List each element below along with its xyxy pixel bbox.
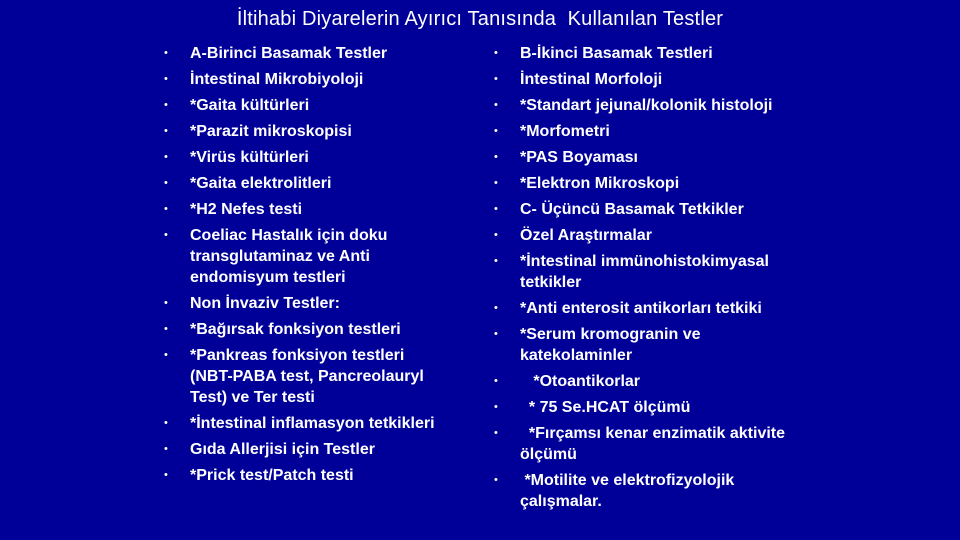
list-item-text: *Pankreas fonksiyon testleri (NBT-PABA test, Pancreolauryl Test) ve Ter testi (190, 347, 429, 406)
list-item (488, 147, 828, 168)
list-item (158, 413, 473, 434)
bullet-icon: • (494, 125, 498, 137)
list-item-text: *Anti enterosit antikorları tetkiki (520, 300, 762, 317)
list-item (158, 439, 473, 460)
slide-title: İltihabi Diyarelerin Ayırıcı Tanısında Kullanılan Testler (236, 8, 724, 30)
bullet-icon: • (494, 474, 498, 486)
bullet-icon: • (494, 401, 498, 413)
bullet-icon: • (164, 47, 168, 59)
list-item (158, 147, 473, 168)
list-item (158, 95, 473, 116)
list-item (158, 43, 473, 64)
bullet-icon: • (164, 73, 168, 85)
list-item-text: Coeliac Hastalık için doku transglutaminaz ve Anti endomisyum testleri (190, 227, 392, 286)
list-item-text: *Elektron Mikroskopi (520, 175, 680, 192)
bullet-icon: • (494, 302, 498, 314)
bullet-icon: • (494, 255, 498, 267)
list-item (488, 199, 828, 220)
list-item (488, 423, 828, 465)
list-item-text: İntestinal Mikrobiyoloji (190, 71, 364, 88)
list-item (158, 199, 473, 220)
bullet-icon: • (494, 328, 498, 340)
list-item (488, 251, 828, 293)
list-item (488, 121, 828, 142)
bullet-icon: • (164, 203, 168, 215)
list-item-text: A-Birinci Basamak Testler (190, 45, 388, 62)
list-item-text: *İntestinal inflamasyon tetkikleri (190, 415, 435, 432)
list-item (488, 225, 828, 246)
list-item (488, 470, 828, 512)
list-item (158, 345, 473, 408)
list-item-text: *İntestinal immünohistokimyasal tetkikler (520, 253, 774, 291)
list-item-text: *Otoantikorlar (520, 373, 641, 390)
list-item-text: İntestinal Morfoloji (520, 71, 663, 88)
bullet-icon: • (164, 297, 168, 309)
list-item (488, 95, 828, 116)
bullet-icon: • (164, 125, 168, 137)
list-item-text: B-İkinci Basamak Testleri (520, 45, 713, 62)
bullet-icon: • (164, 151, 168, 163)
bullet-icon: • (164, 99, 168, 111)
list-item (488, 43, 828, 64)
list-item (488, 371, 828, 392)
list-item (158, 465, 473, 486)
list-item-text: * 75 Se.HCAT ölçümü (520, 399, 691, 416)
list-item (158, 173, 473, 194)
list-item-text: *Gaita kültürleri (190, 97, 310, 114)
left-bullet-list (158, 43, 473, 491)
bullet-icon: • (494, 427, 498, 439)
bullet-icon: • (164, 469, 168, 481)
list-item (158, 69, 473, 90)
list-item-text: *Morfometri (520, 123, 610, 140)
bullet-icon: • (164, 349, 168, 361)
list-item-text: Özel Araştırmalar (520, 227, 652, 244)
list-item (158, 121, 473, 142)
right-bullet-list (488, 43, 828, 517)
bullet-icon: • (494, 203, 498, 215)
bullet-icon: • (494, 375, 498, 387)
list-item (488, 173, 828, 194)
bullet-icon: • (164, 177, 168, 189)
list-item (158, 293, 473, 314)
list-item-text: C- Üçüncü Basamak Tetkikler (520, 201, 744, 218)
list-item (158, 319, 473, 340)
bullet-icon: • (164, 443, 168, 455)
list-item (488, 298, 828, 319)
bullet-icon: • (164, 229, 168, 241)
bullet-icon: • (164, 323, 168, 335)
list-item-text: Gıda Allerjisi için Testler (190, 441, 375, 458)
list-item-text: *Virüs kültürleri (190, 149, 309, 166)
list-item (488, 324, 828, 366)
list-item-text: *Gaita elektrolitleri (190, 175, 332, 192)
bullet-icon: • (494, 73, 498, 85)
list-item-text: Non İnvaziv Testler: (190, 295, 340, 312)
list-item-text: *Parazit mikroskopisi (190, 123, 352, 140)
list-item-text: *Prick test/Patch testi (190, 467, 354, 484)
list-item-text: *Standart jejunal/kolonik histoloji (520, 97, 773, 114)
list-item-text: *Bağırsak fonksiyon testleri (190, 321, 401, 338)
list-item (488, 69, 828, 90)
bullet-icon: • (164, 417, 168, 429)
list-item (488, 397, 828, 418)
bullet-icon: • (494, 151, 498, 163)
list-item-text: *Serum kromogranin ve katekolaminler (520, 326, 705, 364)
bullet-icon: • (494, 47, 498, 59)
list-item-text: *Fırçamsı kenar enzimatik aktivite ölçümü (520, 425, 790, 463)
list-item-text: *PAS Boyaması (520, 149, 638, 166)
list-item (158, 225, 473, 288)
list-item-text: *H2 Nefes testi (190, 201, 303, 218)
bullet-icon: • (494, 229, 498, 241)
bullet-icon: • (494, 99, 498, 111)
list-item-text: *Motilite ve elektrofizyolojik çalışmalar. (520, 472, 739, 510)
bullet-icon: • (494, 177, 498, 189)
